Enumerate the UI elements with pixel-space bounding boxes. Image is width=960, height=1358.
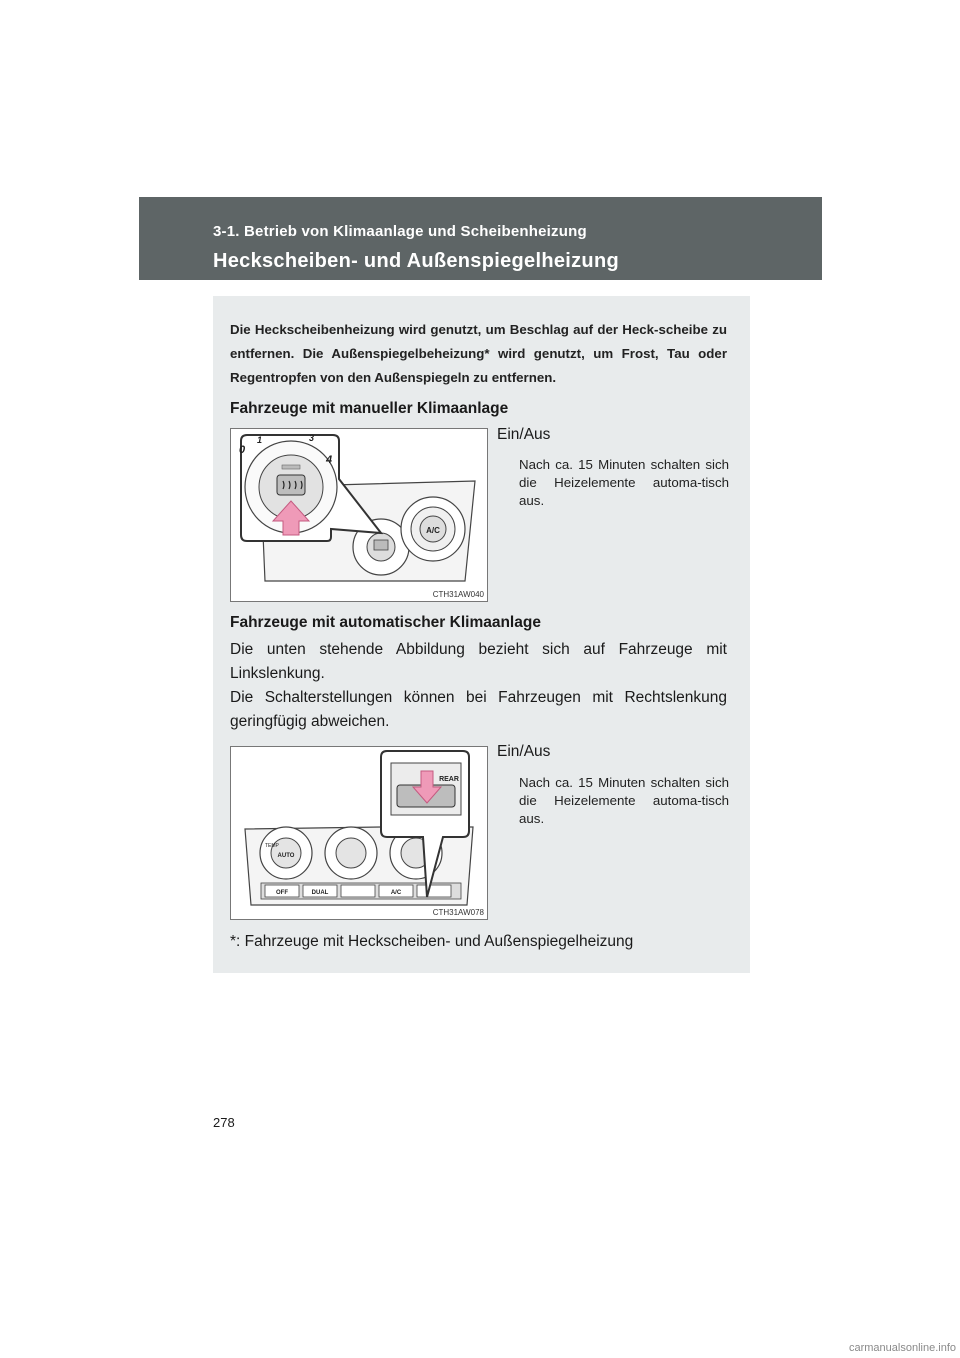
automatic-figure (230, 746, 488, 920)
temp-label: TEMP (265, 843, 279, 849)
page-number: 278 (213, 1115, 235, 1130)
manual-callout-text: Nach ca. 15 Minuten schalten sich die Heizelemente automa-tisch aus. (519, 457, 729, 508)
automatic-callout-title: Ein/Aus (497, 743, 551, 760)
dial-number-3: 3 (309, 433, 315, 443)
automatic-control-illustration (231, 747, 487, 919)
ac-label: A/C (426, 526, 440, 535)
auto-label: AUTO (277, 853, 295, 859)
section-header (139, 197, 822, 280)
automatic-note-2: Die Schalterstellungen können bei Fahrzeugen mit Rechtslenkung geringfügig abweichen. (230, 689, 727, 730)
automatic-heading: Fahrzeuge mit automatischer Klimaanlage (230, 614, 541, 631)
intro-paragraph: Die Heckscheibenheizung wird genutzt, um Beschlag auf der Heck-scheibe zu entfernen. Die Außenspiegelbeheizung* wird genutzt, um Frost, Tau oder Regentropfen von den Außenspiegeln zu entfernen. (230, 322, 727, 385)
rear-defogger-small-button (417, 885, 451, 897)
ac-button-label: A/C (390, 890, 402, 896)
section-title: 3-1. Betrieb von Klimaanlage und Scheibenheizung (213, 223, 587, 240)
automatic-note-1: Die unten stehende Abbildung bezieht sich auf Fahrzeuge mit Linkslenkung. (230, 641, 727, 682)
figure-code: CTH31AW040 (432, 590, 484, 599)
dial-number-1: 1 (257, 435, 263, 445)
watermark: carmanualsonline.info (848, 1342, 956, 1354)
footnote: *: Fahrzeuge mit Heckscheiben- und Außenspiegelheizung (230, 933, 634, 950)
manual-figure (230, 428, 488, 602)
figure-code: CTH31AW078 (432, 908, 484, 917)
manual-control-illustration (231, 429, 487, 601)
rear-defogger-small-icon (374, 540, 388, 550)
off-button-label: OFF (276, 890, 288, 896)
manual-callout-title: Ein/Aus (497, 426, 551, 443)
dial-number-0: 0 (239, 444, 246, 456)
dual-button-label: DUAL (311, 890, 329, 896)
rear-defogger-button (277, 475, 305, 495)
page-title: Heckscheiben- und Außenspiegelheizung (213, 250, 619, 272)
manual-heading: Fahrzeuge mit manueller Klimaanlage (230, 400, 509, 417)
automatic-callout-text: Nach ca. 15 Minuten schalten sich die Heizelemente automa-tisch aus. (519, 775, 729, 826)
dial-number-4: 4 (326, 454, 333, 466)
rear-label: REAR (439, 776, 459, 783)
content-panel (213, 296, 750, 973)
